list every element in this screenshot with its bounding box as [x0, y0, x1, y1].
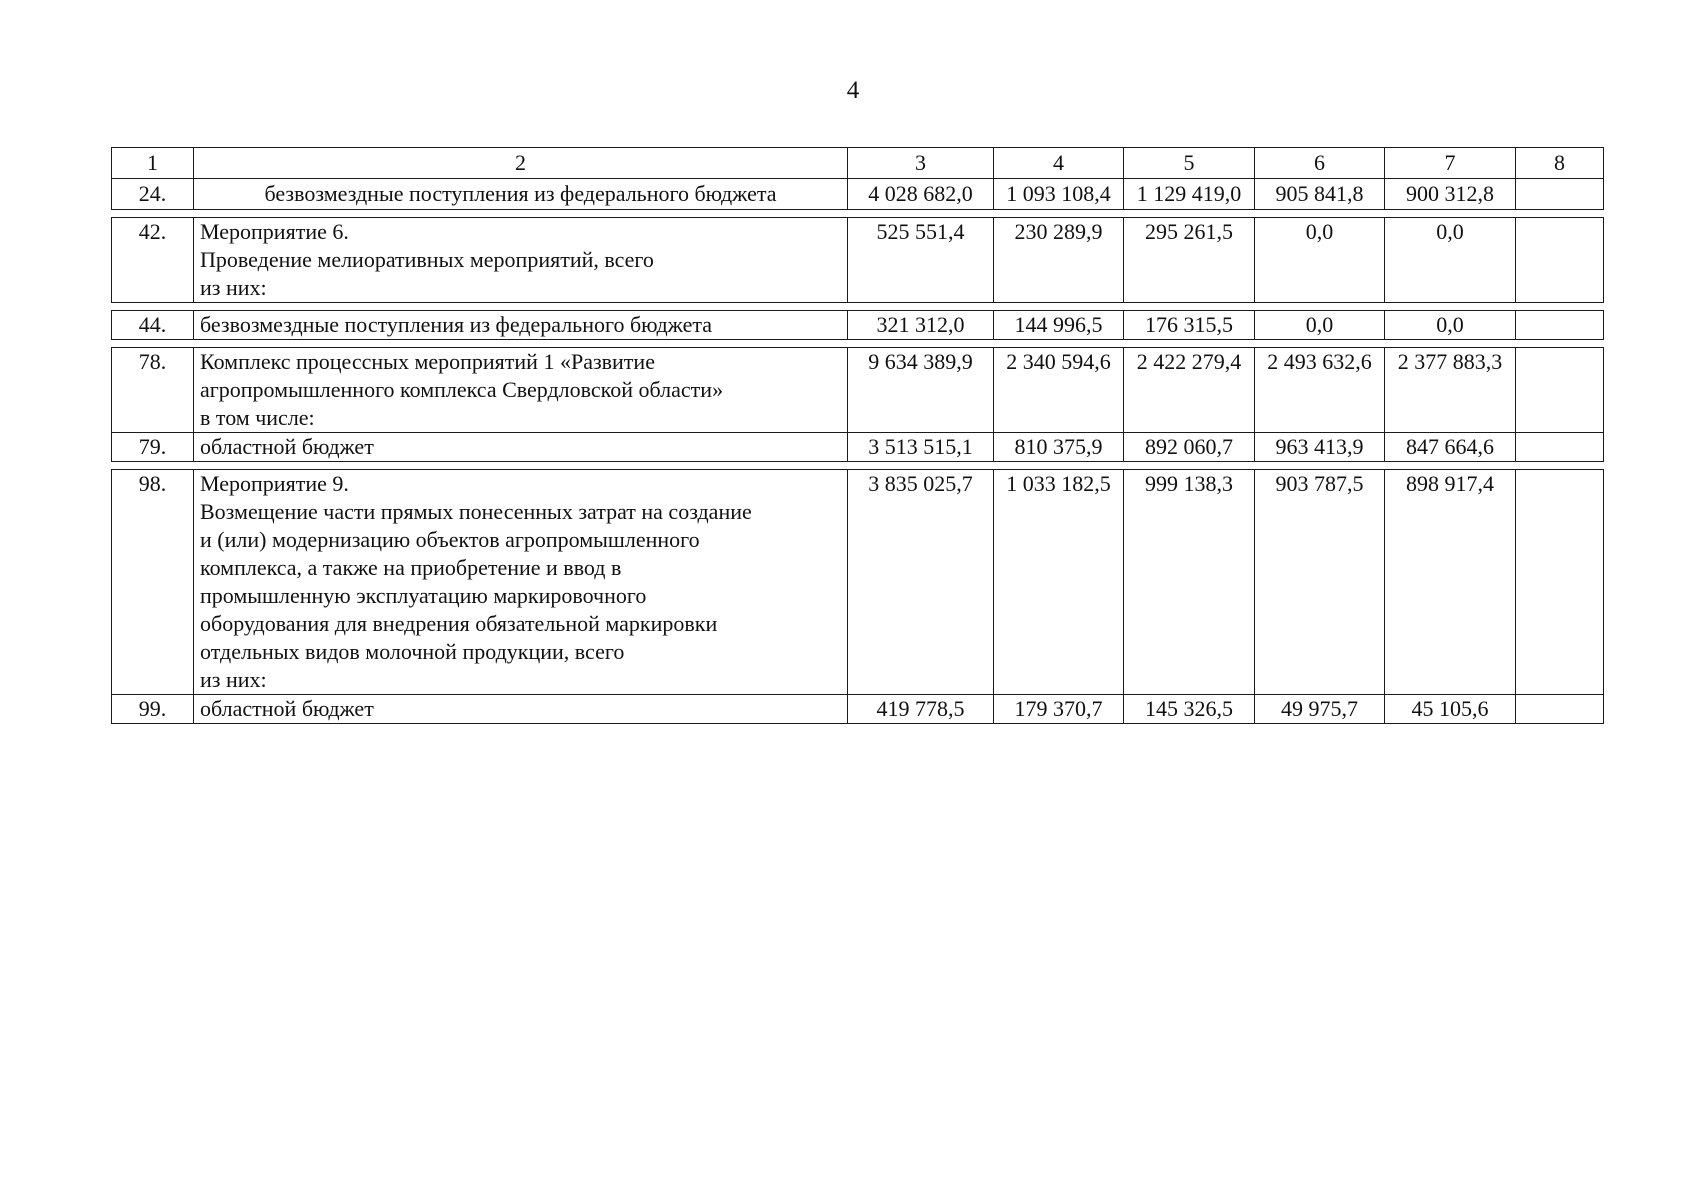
column-header: 3	[848, 148, 994, 179]
value-cell: 903 787,5	[1255, 470, 1385, 695]
column-header: 2	[194, 148, 848, 179]
value-cell: 3 513 515,1	[848, 433, 994, 462]
row-name-line: комплекса, а также на приобретение и ввод в	[200, 555, 622, 580]
row-name-line: безвозмездные поступления из федерального бюджета	[200, 312, 712, 337]
value-cell: 2 340 594,6	[994, 348, 1124, 433]
column-header: 4	[994, 148, 1124, 179]
value-cell: 144 996,5	[994, 311, 1124, 340]
row-name-line: агропромышленного комплекса Свердловской области»	[200, 377, 724, 402]
row-name	[194, 218, 848, 303]
value-cell: 419 778,5	[848, 695, 994, 724]
value-cell: 898 917,4	[1385, 470, 1516, 695]
table-block-1	[111, 147, 1604, 210]
row-name-line: отдельных видов молочной продукции, всего	[200, 639, 625, 664]
value-cell: 1 129 419,0	[1124, 179, 1255, 210]
value-cell	[1516, 433, 1604, 462]
row-name-line: Возмещение части прямых понесенных затрат на создание	[200, 499, 752, 524]
row-name	[194, 470, 848, 695]
row-name-line: в том числе:	[200, 405, 315, 430]
value-cell	[1516, 218, 1604, 303]
value-cell: 4 028 682,0	[848, 179, 994, 210]
table-row	[112, 218, 1604, 303]
value-cell: 999 138,3	[1124, 470, 1255, 695]
row-name-line: оборудования для внедрения обязательной маркировки	[200, 611, 718, 636]
row-name-line: Проведение мелиоративных мероприятий, всего	[200, 247, 654, 272]
row-name-line: безвозмездные поступления из федерального бюджета	[264, 181, 777, 206]
value-cell: 295 261,5	[1124, 218, 1255, 303]
table-block-4	[111, 347, 1604, 462]
value-cell: 45 105,6	[1385, 695, 1516, 724]
value-cell	[1516, 470, 1604, 695]
value-cell: 2 377 883,3	[1385, 348, 1516, 433]
value-cell: 2 493 632,6	[1255, 348, 1385, 433]
value-cell: 321 312,0	[848, 311, 994, 340]
row-number: 98.	[112, 470, 194, 695]
table-block-5	[111, 469, 1604, 724]
row-name-line: областной бюджет	[200, 434, 374, 459]
row-number: 24.	[112, 179, 194, 210]
value-cell: 1 093 108,4	[994, 179, 1124, 210]
value-cell: 847 664,6	[1385, 433, 1516, 462]
value-cell: 3 835 025,7	[848, 470, 994, 695]
table-row	[112, 433, 1604, 462]
value-cell: 176 315,5	[1124, 311, 1255, 340]
table-block-2	[111, 217, 1604, 303]
budget-table	[111, 147, 1603, 731]
row-name-line: Комплекс процессных мероприятий 1 «Развитие	[200, 349, 655, 374]
row-number: 78.	[112, 348, 194, 433]
row-name	[194, 348, 848, 433]
value-cell: 900 312,8	[1385, 179, 1516, 210]
row-name-line: и (или) модернизацию объектов агропромышленного	[200, 527, 700, 552]
row-number: 99.	[112, 695, 194, 724]
page-number: 4	[846, 77, 860, 104]
value-cell: 525 551,4	[848, 218, 994, 303]
value-cell	[1516, 695, 1604, 724]
value-cell: 0,0	[1385, 311, 1516, 340]
row-name-line: из них:	[200, 275, 267, 300]
row-name-line: областной бюджет	[200, 696, 374, 721]
value-cell: 0,0	[1255, 311, 1385, 340]
value-cell: 145 326,5	[1124, 695, 1255, 724]
row-name	[194, 179, 848, 210]
table-block-3	[111, 310, 1604, 340]
table-row	[112, 311, 1604, 340]
value-cell: 0,0	[1385, 218, 1516, 303]
value-cell: 0,0	[1255, 218, 1385, 303]
column-header: 6	[1255, 148, 1385, 179]
value-cell: 963 413,9	[1255, 433, 1385, 462]
row-number: 79.	[112, 433, 194, 462]
value-cell	[1516, 348, 1604, 433]
value-cell: 230 289,9	[994, 218, 1124, 303]
value-cell: 810 375,9	[994, 433, 1124, 462]
value-cell: 49 975,7	[1255, 695, 1385, 724]
column-header: 8	[1516, 148, 1604, 179]
value-cell	[1516, 311, 1604, 340]
header-row	[112, 148, 1604, 179]
row-name-line: Мероприятие 9.	[200, 471, 349, 496]
column-header: 7	[1385, 148, 1516, 179]
value-cell: 1 033 182,5	[994, 470, 1124, 695]
row-number: 44.	[112, 311, 194, 340]
table-row	[112, 179, 1604, 210]
row-name	[194, 433, 848, 462]
table-row	[112, 470, 1604, 695]
row-number: 42.	[112, 218, 194, 303]
value-cell	[1516, 179, 1604, 210]
value-cell: 2 422 279,4	[1124, 348, 1255, 433]
row-name-line: Мероприятие 6.	[200, 219, 349, 244]
value-cell: 905 841,8	[1255, 179, 1385, 210]
row-name	[194, 311, 848, 340]
column-header: 1	[112, 148, 194, 179]
value-cell: 892 060,7	[1124, 433, 1255, 462]
row-name	[194, 695, 848, 724]
row-name-line: из них:	[200, 667, 267, 692]
row-name-line: промышленную эксплуатацию маркировочного	[200, 583, 647, 608]
table-row	[112, 348, 1604, 433]
value-cell: 179 370,7	[994, 695, 1124, 724]
table-row	[112, 695, 1604, 724]
column-header: 5	[1124, 148, 1255, 179]
value-cell: 9 634 389,9	[848, 348, 994, 433]
